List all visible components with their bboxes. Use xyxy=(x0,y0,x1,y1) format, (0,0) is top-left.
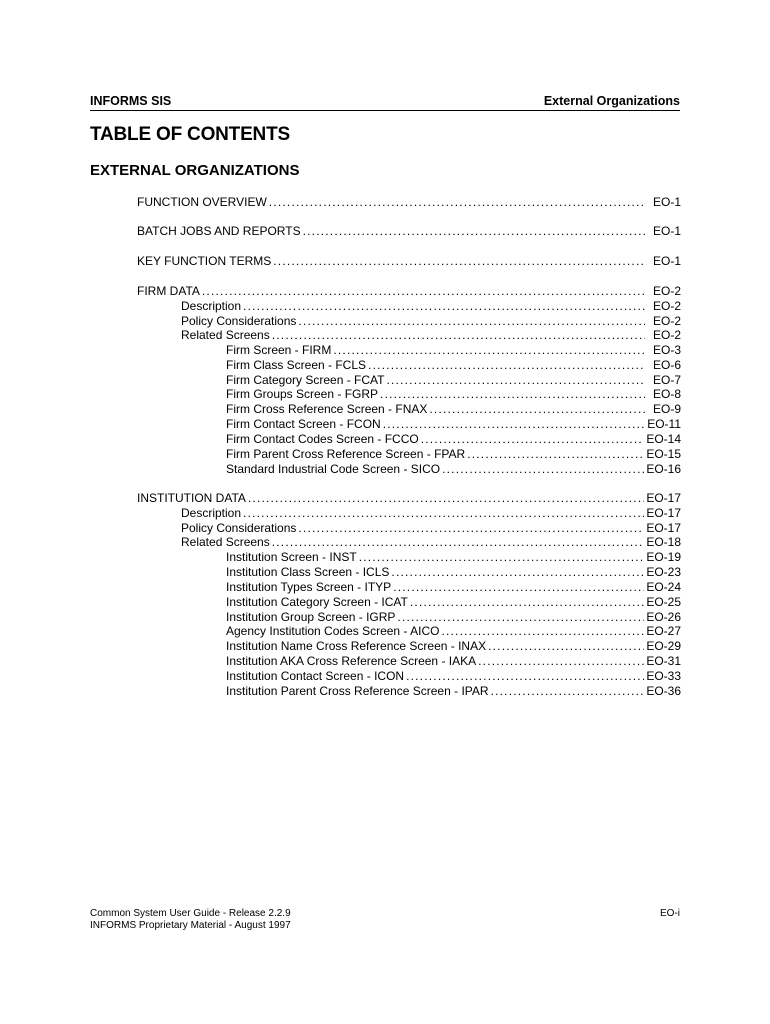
toc-leader-dots xyxy=(303,224,645,239)
toc-leader-dots xyxy=(406,669,644,684)
toc-leader-dots xyxy=(272,328,645,343)
toc-entry xyxy=(226,580,681,595)
toc-entry-label: Related Screens xyxy=(181,535,270,549)
toc-entry-page: EO-33 xyxy=(646,669,681,683)
toc-entry-page: EO-8 xyxy=(652,387,681,401)
toc-leader-dots xyxy=(298,314,645,329)
toc-leader-dots xyxy=(421,432,645,447)
toc-entry-page: EO-17 xyxy=(646,491,681,505)
toc-entry-label: Institution Screen - INST xyxy=(226,550,357,564)
toc-entry-page: EO-2 xyxy=(652,328,681,342)
toc-entry xyxy=(181,328,681,343)
toc-entry xyxy=(226,417,681,432)
toc-entry xyxy=(137,195,681,210)
toc-entry-label: Firm Class Screen - FCLS xyxy=(226,358,367,372)
toc-leader-dots xyxy=(368,358,645,373)
toc-entry-label: Standard Industrial Code Screen - SICO xyxy=(226,462,441,476)
toc-entry-page: EO-11 xyxy=(647,417,681,431)
toc-entry-label: KEY FUNCTION TERMS xyxy=(137,254,272,268)
toc-leader-dots xyxy=(467,447,644,462)
toc-leader-dots xyxy=(429,402,645,417)
toc-entry xyxy=(226,595,681,610)
toc-leader-dots xyxy=(442,462,644,477)
toc-leader-dots xyxy=(383,417,645,432)
toc-entry xyxy=(181,506,681,521)
toc-entry-page: EO-25 xyxy=(646,595,681,609)
toc-entry-label: Firm Contact Codes Screen - FCCO xyxy=(226,432,419,446)
toc-leader-dots xyxy=(397,610,644,625)
toc-entry-label: Description xyxy=(181,506,242,520)
toc-entry xyxy=(226,654,681,669)
toc-entry-page: EO-1 xyxy=(652,224,681,238)
footer-line-2: INFORMS Proprietary Material - August 1997 xyxy=(90,920,291,931)
toc-entry xyxy=(137,491,681,506)
toc-leader-dots xyxy=(410,595,644,610)
toc-entry xyxy=(226,669,681,684)
toc-entry-label: Institution AKA Cross Reference Screen - IAKA xyxy=(226,654,477,668)
toc-entry-page: EO-9 xyxy=(652,402,681,416)
toc-entry-label: Policy Considerations xyxy=(181,314,297,328)
toc-leader-dots xyxy=(298,521,644,536)
toc-entry xyxy=(226,684,681,699)
toc-entry-label: FIRM DATA xyxy=(137,284,200,298)
toc-entry-label: Institution Class Screen - ICLS xyxy=(226,565,390,579)
toc-leader-dots xyxy=(273,254,645,269)
toc-entry-page: EO-2 xyxy=(652,314,681,328)
toc-entry xyxy=(181,299,681,314)
toc-entry xyxy=(226,610,681,625)
footer-page-number: EO-i xyxy=(660,908,680,919)
section-title: EXTERNAL ORGANIZATIONS xyxy=(90,162,300,179)
toc-entry-page: EO-23 xyxy=(646,565,681,579)
toc-entry-label: Institution Contact Screen - ICON xyxy=(226,669,405,683)
toc-entry xyxy=(226,624,681,639)
toc-entry-page: EO-29 xyxy=(646,639,681,653)
toc-leader-dots xyxy=(243,506,644,521)
toc-entry-page: EO-19 xyxy=(646,550,681,564)
toc-leader-dots xyxy=(488,639,644,654)
toc-entry xyxy=(226,373,681,388)
toc-leader-dots xyxy=(359,550,645,565)
toc-entry-label: Firm Contact Screen - FCON xyxy=(226,417,381,431)
toc-entry-label: Description xyxy=(181,299,242,313)
toc-leader-dots xyxy=(248,491,644,506)
toc-entry xyxy=(226,358,681,373)
toc-leader-dots xyxy=(478,654,644,669)
toc-leader-dots xyxy=(391,565,644,580)
toc-entry-label: Institution Name Cross Reference Screen - INAX xyxy=(226,639,487,653)
toc-entry-label: Firm Cross Reference Screen - FNAX xyxy=(226,402,428,416)
toc-entry xyxy=(226,447,681,462)
toc-entry-page: EO-18 xyxy=(646,535,681,549)
toc-entry-label: Firm Screen - FIRM xyxy=(226,343,332,357)
toc-entry xyxy=(226,402,681,417)
toc-leader-dots xyxy=(243,299,645,314)
toc-entry-page: EO-7 xyxy=(652,373,681,387)
toc-entry xyxy=(181,535,681,550)
toc-entry-label: BATCH JOBS AND REPORTS xyxy=(137,224,301,238)
toc-entry-page: EO-17 xyxy=(646,521,681,535)
toc-leader-dots xyxy=(202,284,645,299)
toc-leader-dots xyxy=(272,535,645,550)
toc-entry-label: Firm Category Screen - FCAT xyxy=(226,373,385,387)
toc-entry-page: EO-1 xyxy=(652,254,681,268)
toc-entry xyxy=(181,314,681,329)
toc-entry-label: Institution Category Screen - ICAT xyxy=(226,595,408,609)
toc-entry-label: Firm Parent Cross Reference Screen - FPAR xyxy=(226,447,466,461)
header-right: External Organizations xyxy=(543,94,680,108)
toc-entry-page: EO-16 xyxy=(646,462,681,476)
toc-entry xyxy=(226,550,681,565)
toc-entry-page: EO-3 xyxy=(652,343,681,357)
toc-leader-dots xyxy=(269,195,645,210)
toc-leader-dots xyxy=(380,387,645,402)
toc-entry-label: Institution Parent Cross Reference Screen - IPAR xyxy=(226,684,489,698)
toc-entry-label: FUNCTION OVERVIEW xyxy=(137,195,267,209)
toc-entry-label: INSTITUTION DATA xyxy=(137,491,246,505)
header-left: INFORMS SIS xyxy=(90,94,172,108)
toc-leader-dots xyxy=(491,684,645,699)
toc-entry-page: EO-17 xyxy=(646,506,681,520)
toc-entry xyxy=(226,462,681,477)
toc-leader-dots xyxy=(393,580,644,595)
toc-leader-dots xyxy=(441,624,644,639)
toc-leader-dots xyxy=(386,373,645,388)
toc-entry-page: EO-2 xyxy=(652,299,681,313)
toc-entry-label: Related Screens xyxy=(181,328,270,342)
toc-entry xyxy=(137,284,681,299)
toc-entry xyxy=(226,387,681,402)
toc-entry-page: EO-24 xyxy=(646,580,681,594)
toc-entry-label: Policy Considerations xyxy=(181,521,297,535)
toc-entry-page: EO-27 xyxy=(646,624,681,638)
toc-leader-dots xyxy=(333,343,645,358)
toc-entry-label: Institution Types Screen - ITYP xyxy=(226,580,392,594)
toc-entry-page: EO-31 xyxy=(646,654,681,668)
toc-entry-page: EO-26 xyxy=(646,610,681,624)
toc-entry-page: EO-36 xyxy=(646,684,681,698)
toc-entry-page: EO-2 xyxy=(652,284,681,298)
toc-entry-label: Institution Group Screen - IGRP xyxy=(226,610,396,624)
toc-entry-page: EO-1 xyxy=(652,195,681,209)
toc-entry-label: Agency Institution Codes Screen - AICO xyxy=(226,624,440,638)
toc-entry xyxy=(226,343,681,358)
toc-entry xyxy=(226,639,681,654)
page-footer xyxy=(90,908,680,932)
toc-entry xyxy=(137,254,681,269)
toc-entry-label: Firm Groups Screen - FGRP xyxy=(226,387,379,401)
toc-entry xyxy=(181,521,681,536)
toc-entry-page: EO-14 xyxy=(646,432,681,446)
page-title: TABLE OF CONTENTS xyxy=(90,124,290,145)
toc-entry xyxy=(226,432,681,447)
toc-entry xyxy=(137,224,681,239)
toc-entry xyxy=(226,565,681,580)
page-header xyxy=(90,92,680,111)
footer-line-1: Common System User Guide - Release 2.2.9 xyxy=(90,908,291,919)
toc-entry-page: EO-6 xyxy=(652,358,681,372)
toc-entry-page: EO-15 xyxy=(646,447,681,461)
